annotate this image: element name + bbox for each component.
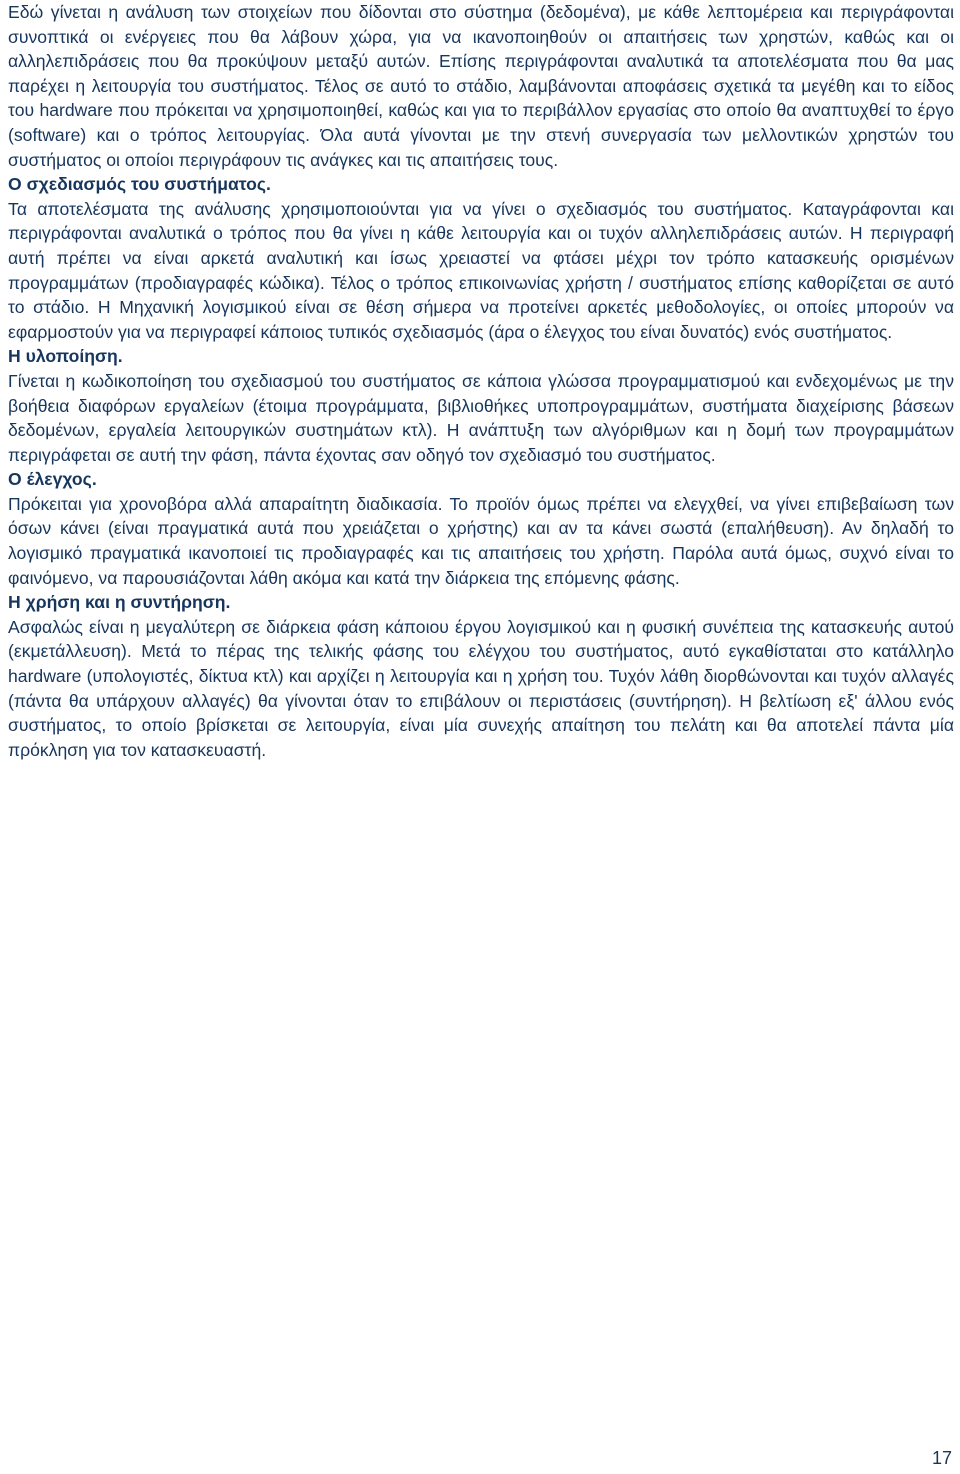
document-page	[8, 0, 954, 762]
maintenance-paragraph: Ασφαλώς είναι η μεγαλύτερη σε διάρκεια φάση κάποιου έργου λογισμικού και η φυσική συνέπεια της κατασκευής αυτού (εκμετάλλευση). Μετά το πέρας της τελικής φάσης του ελέγχου του συστήματος, αυτό εγκαθίσταται στο κατάλληλο hardware (υπολογιστές, δίκτυα κτλ) και αρχίζει η λειτουργία και η χρήση του. Τυχόν λάθη διορθώνονται και τυχόν αλλαγές (πάντα θα υπάρχουν αλλαγές) θα γίνονται όταν το επιβάλουν οι περιστάσεις (συντήρηση). Η βελτίωση εξ' άλλου ενός συστήματος, το οποίο βρίσκεται σε λειτουργία, είναι μία συνεχής απαίτηση του πελάτη και θα αποτελεί πάντα μία πρόκληση για τον κατασκευαστή.	[8, 616, 954, 760]
implementation-heading: Η υλοποίηση.	[8, 346, 123, 367]
testing-heading: Ο έλεγχος.	[8, 469, 97, 490]
analysis-paragraph: Εδώ γίνεται η ανάλυση των στοιχείων που δίδονται στο σύστημα (δεδομένα), με κάθε λεπτομέρεια και περιγράφονται συνοπτικά οι ενέργειες που θα λάβουν χώρα, για να ικανοποιηθούν οι απαιτήσεις των χρηστών, καθώς και οι αλληλεπιδράσεις που θα προκύψουν μεταξύ αυτών. Επίσης περιγράφονται αναλυτικά τα αποτελέσματα που θα μας παρέχει η λειτουργία του συστήματος. Τέλος σε αυτό το στάδιο, λαμβάνονται αποφάσεις σχετικά τα μεγέθη και το είδος του hardware που πρόκειται να χρησιμοποιηθεί, καθώς και για το περιβάλλον εργασίας στο οποίο θα αναπτυχθεί το έργο (software) και ο τρόπος λειτουργίας. Όλα αυτά γίνονται με την στενή συνεργασία των μελλοντικών χρηστών του συστήματος οι οποίοι περιγράφουν τις ανάγκες και τις απαιτήσεις τους.	[8, 2, 954, 170]
testing-paragraph: Πρόκειται για χρονοβόρα αλλά απαραίτητη διαδικασία. Το προϊόν όμως πρέπει να ελεγχθεί, να γίνει επιβεβαίωση των όσων κάνει (είναι πραγματικά αυτά που χρειάζεται ο χρήστης) και αν τα κάνει σωστά (επαλήθευση). Αν δηλαδή το λογισμικό πραγματικά ικανοποιεί τις προδιαγραφές και τις απαιτήσεις του χρήστη. Παρόλα αυτά όμως, συχνό είναι το φαινόμενο, να παρουσιάζονται λάθη ακόμα και κατά την διάρκεια της επόμενης φάσης.	[8, 493, 954, 588]
page-number: 17	[931, 1448, 952, 1468]
maintenance-heading: Η χρήση και η συντήρηση.	[8, 592, 231, 613]
design-paragraph: Τα αποτελέσματα της ανάλυσης χρησιμοποιούνται για να γίνει ο σχεδιασμός του συστήματος. Καταγράφονται και περιγράφονται αναλυτικά ο τρόπος που θα γίνει η κάθε λειτουργία και οι τυχόν αλληλεπιδράσεις αυτών. Η περιγραφή αυτή πρέπει να είναι αρκετά αναλυτική και ίσως χρειαστεί να φτάσει μέχρι τον τρόπο κατασκευής ορισμένων προγραμμάτων (προδιαγραφές κώδικα). Τέλος ο τρόπος επικοινωνίας χρήστη / συστήματος επίσης καθορίζεται σε αυτό το στάδιο. Η Μηχανική λογισμικού είναι σε θέση σήμερα να προτείνει αρκετές μεθοδολογίες, οι οποίες μπορούν να εφαρμοστούν για να περιγραφεί κάποιος τυπικός σχεδιασμός (άρα ο έλεγχος του είναι δυνατός) ενός συστήματος.	[8, 198, 954, 342]
design-heading: Ο σχεδιασμός του συστήματος.	[8, 174, 271, 195]
implementation-paragraph: Γίνεται η κωδικοποίηση του σχεδιασμού του συστήματος σε κάποια γλώσσα προγραμματισμού και ενδεχομένως με την βοήθεια διαφόρων εργαλείων (έτοιμα προγράμματα, βιβλιοθήκες υποπρογραμμάτων, συστήματα διαχείρισης βάσεων δεδομένων, εργαλεία λειτουργικών συστημάτων κτλ). Η ανάπτυξη των αλγόριθμων και η δομή των προγραμμάτων περιγράφεται σε αυτή την φάση, πάντα έχοντας σαν οδηγό τον σχεδιασμό του συστήματος.	[8, 370, 954, 465]
